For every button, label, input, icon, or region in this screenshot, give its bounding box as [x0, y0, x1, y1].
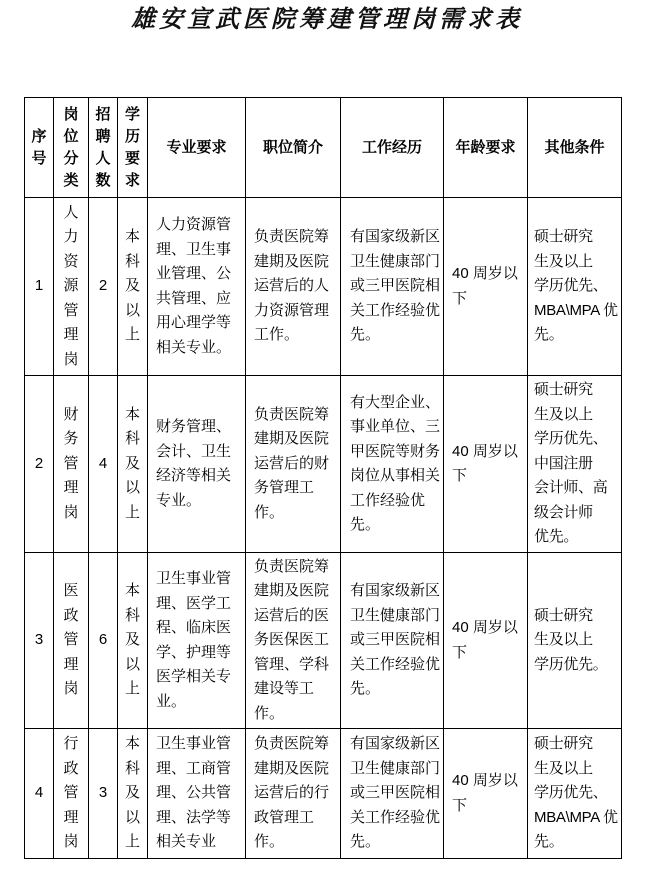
cell-category	[54, 553, 89, 729]
header-major: 专业要求	[148, 98, 246, 198]
cell-education	[118, 198, 148, 376]
education-text: 本科及以上	[124, 405, 140, 521]
category-text: 财务管理岗	[63, 405, 79, 521]
cell-category	[54, 376, 89, 553]
page-title: 雄安宣武医院筹建管理岗需求表	[131, 4, 523, 33]
header-serial-no-label: 序号	[31, 127, 47, 167]
table-row	[25, 553, 622, 729]
education-text: 本科及以上	[124, 582, 140, 698]
header-category-label: 岗位分类	[63, 105, 79, 189]
header-education	[118, 98, 148, 198]
header-headcount	[89, 98, 118, 198]
cell-other: 硕士研究 生及以上 学历优先、 中国注册 会计师、高 级会计师 优先。	[528, 376, 622, 553]
education-text: 本科及以上	[124, 735, 140, 851]
header-serial-no	[25, 98, 54, 198]
cell-education	[118, 553, 148, 729]
cell-headcount: 6	[89, 553, 118, 729]
cell-category	[54, 729, 89, 859]
cell-headcount: 3	[89, 729, 118, 859]
cell-other: 硕士研究 生及以上 学历优先、 MBA\MPA 优 先。	[528, 198, 622, 376]
cell-major: 卫生事业管 理、工商管 理、公共管 理、法学等 相关专业	[148, 729, 246, 859]
position-requirements-table	[24, 97, 622, 859]
cell-education	[118, 729, 148, 859]
cell-serial-no: 3	[25, 553, 54, 729]
header-experience: 工作经历	[341, 98, 444, 198]
cell-description: 负责医院筹 建期及医院 运营后的人 力资源管理 工作。	[246, 198, 341, 376]
header-description: 职位简介	[246, 98, 341, 198]
cell-description: 负责医院筹 建期及医院 运营后的财 务管理工 作。	[246, 376, 341, 553]
category-text: 医政管理岗	[63, 582, 79, 698]
cell-serial-no: 1	[25, 198, 54, 376]
header-row	[25, 98, 622, 198]
education-text: 本科及以上	[124, 228, 140, 344]
cell-experience: 有大型企业、 事业单位、三 甲医院等财务 岗位从事相关 工作经验优 先。	[341, 376, 444, 553]
cell-serial-no: 2	[25, 376, 54, 553]
cell-headcount: 4	[89, 376, 118, 553]
cell-other: 硕士研究 生及以上 学历优先、 MBA\MPA 优 先。	[528, 729, 622, 859]
cell-serial-no: 4	[25, 729, 54, 859]
cell-description: 负责医院筹 建期及医院 运营后的行 政管理工 作。	[246, 729, 341, 859]
cell-age: 40 周岁以 下	[444, 376, 528, 553]
table-row	[25, 376, 622, 553]
category-text: 行政管理岗	[63, 735, 79, 851]
table-row	[25, 198, 622, 376]
cell-major: 财务管理、 会计、卫生 经济等相关 专业。	[148, 376, 246, 553]
header-education-label: 学历要求	[124, 105, 140, 189]
cell-age: 40 周岁以 下	[444, 198, 528, 376]
cell-category	[54, 198, 89, 376]
header-other: 其他条件	[528, 98, 622, 198]
header-headcount-label: 招聘人数	[95, 105, 111, 189]
cell-headcount: 2	[89, 198, 118, 376]
header-age: 年龄要求	[444, 98, 528, 198]
cell-age: 40 周岁以 下	[444, 553, 528, 729]
cell-description: 负责医院筹 建期及医院 运营后的医 务医保医工 管理、学科 建设等工 作。	[246, 553, 341, 729]
cell-experience: 有国家级新区 卫生健康部门 或三甲医院相 关工作经验优 先。	[341, 729, 444, 859]
table-row	[25, 729, 622, 859]
cell-other: 硕士研究 生及以上 学历优先。	[528, 553, 622, 729]
cell-experience: 有国家级新区 卫生健康部门 或三甲医院相 关工作经验优 先。	[341, 553, 444, 729]
cell-experience: 有国家级新区 卫生健康部门 或三甲医院相 关工作经验优 先。	[341, 198, 444, 376]
cell-major: 卫生事业管 理、医学工 程、临床医 学、护理等 医学相关专 业。	[148, 553, 246, 729]
category-text: 人力资源管理岗	[63, 203, 79, 368]
cell-education	[118, 376, 148, 553]
cell-major: 人力资源管 理、卫生事 业管理、公 共管理、应 用心理学等 相关专业。	[148, 198, 246, 376]
cell-age: 40 周岁以 下	[444, 729, 528, 859]
header-category	[54, 98, 89, 198]
